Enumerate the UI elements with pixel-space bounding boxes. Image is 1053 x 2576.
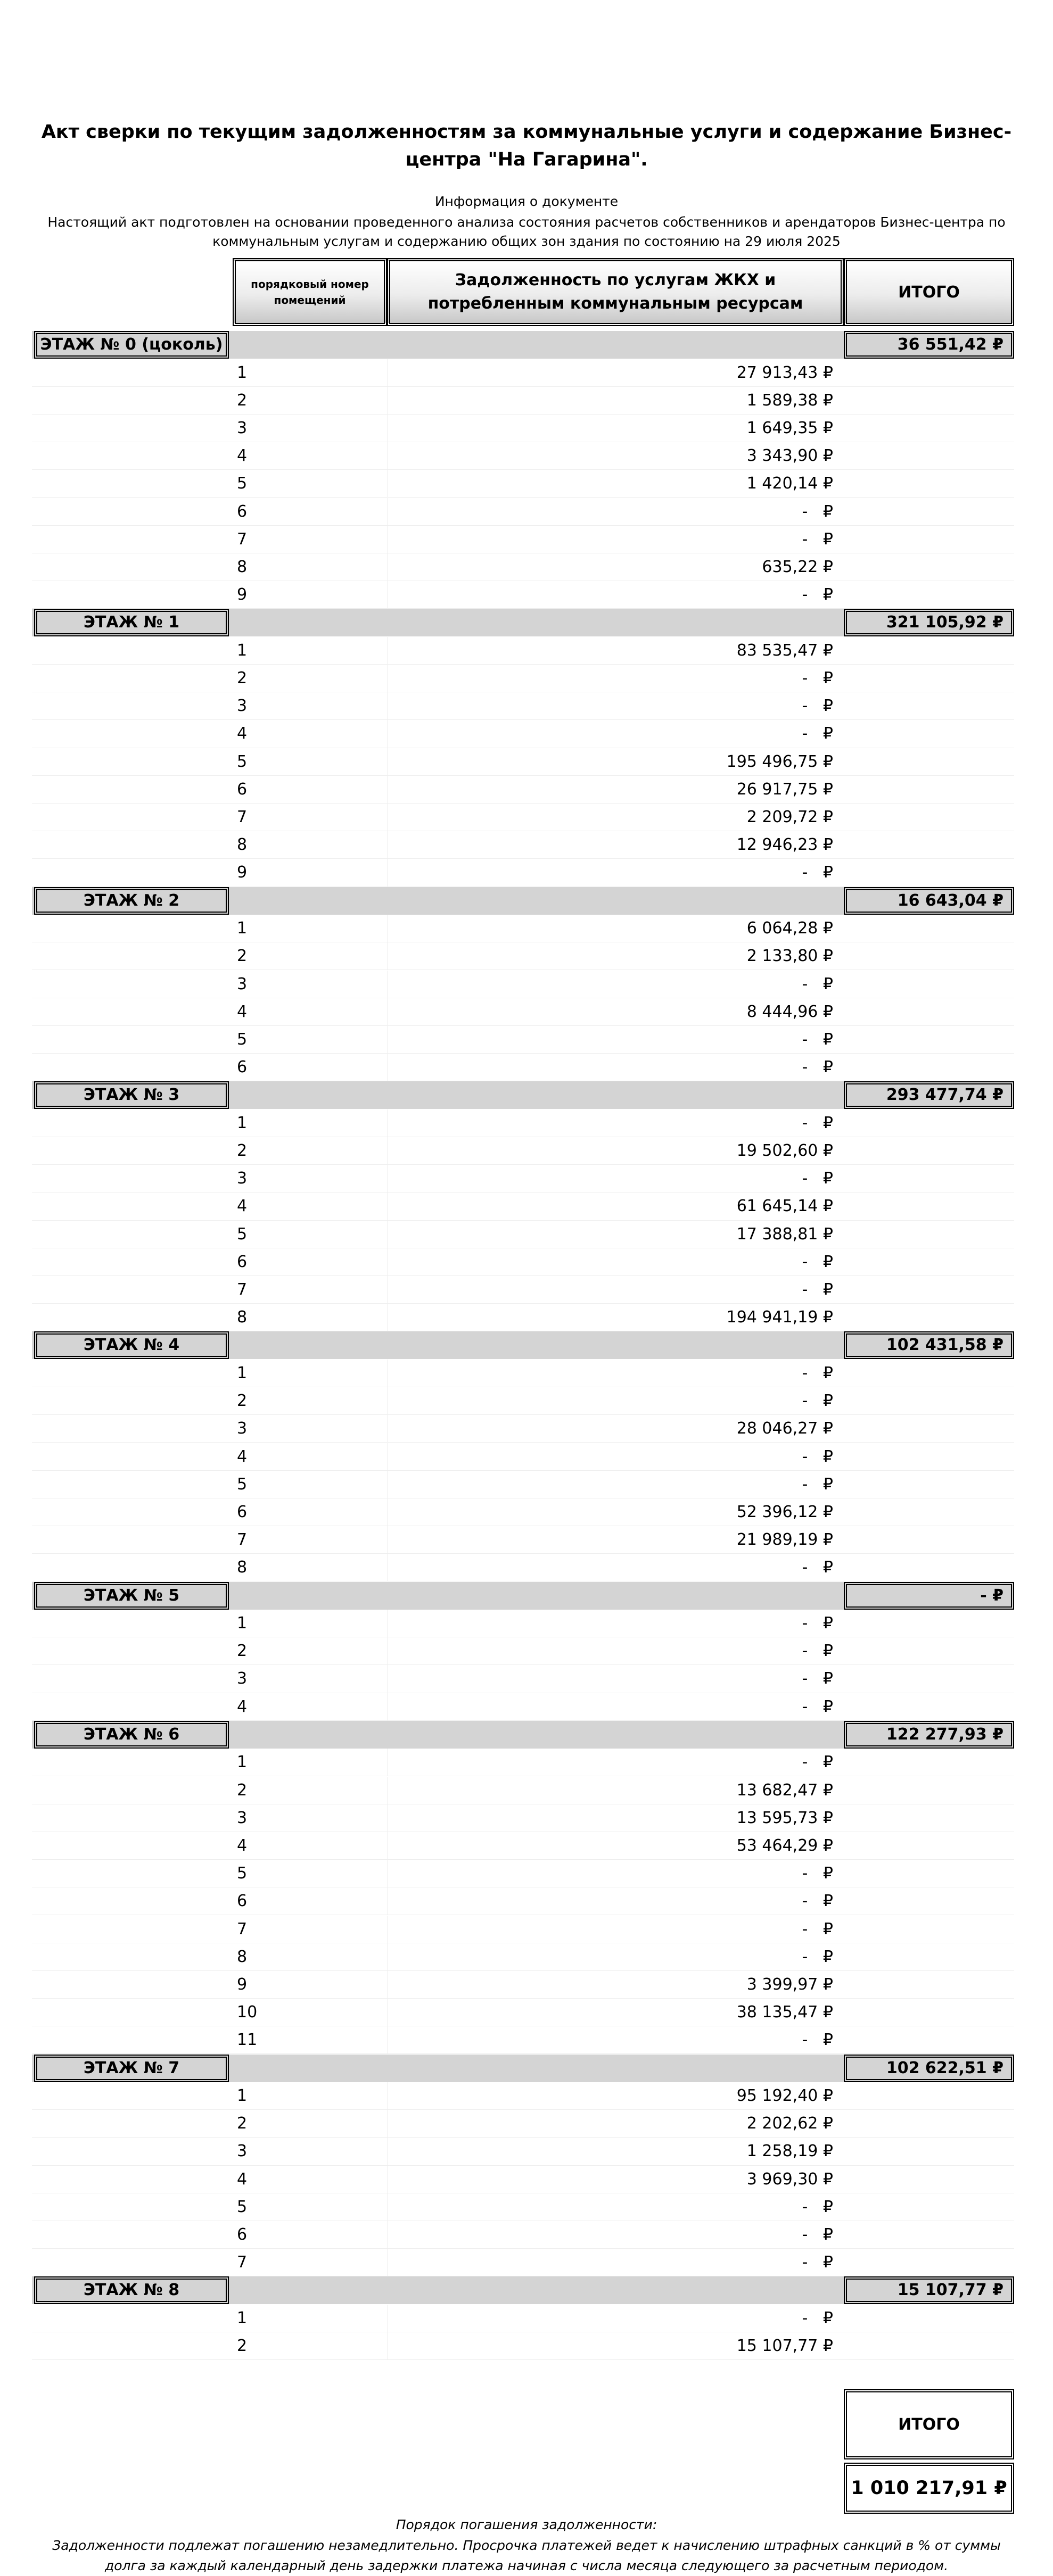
- table-row: [32, 1192, 1014, 1220]
- room-debt-value: 3 399,97 ₽: [746, 1975, 833, 1994]
- table-row: [32, 498, 1014, 526]
- table-row: [32, 442, 1014, 470]
- room-debt-value: - ₽: [802, 2031, 833, 2050]
- room-debt-value: - ₽: [802, 2197, 833, 2216]
- table-row: [32, 1610, 1014, 1637]
- room-number: 5: [237, 752, 248, 771]
- room-debt-value: - ₽: [802, 1169, 833, 1188]
- room-number: 9: [237, 1975, 248, 1994]
- room-number: 8: [237, 557, 248, 576]
- room-number: 4: [237, 1197, 248, 1216]
- table-row: [32, 692, 1014, 720]
- column-divider: [387, 1165, 388, 1192]
- column-divider: [387, 2026, 388, 2053]
- header-debt: Задолженность по услугам ЖКХ и потребленным коммунальным ресурсам: [387, 258, 844, 326]
- room-debt-value: 1 258,19 ₽: [746, 2142, 833, 2161]
- floor-label: ЭТАЖ № 5: [34, 1582, 229, 1610]
- room-number: 7: [237, 2253, 248, 2272]
- room-number: 6: [237, 502, 248, 521]
- table-row: [32, 1498, 1014, 1526]
- column-divider: [387, 1526, 388, 1553]
- table-row: [32, 1443, 1014, 1471]
- room-debt-value: 3 969,30 ₽: [746, 2169, 833, 2189]
- document-title: Акт сверки по текущим задолженностям за коммунальные услуги и содержание Бизнес-центра "На Гагарина".: [41, 121, 1012, 170]
- room-number: 2: [237, 391, 248, 410]
- room-number: 5: [237, 1475, 248, 1494]
- table-row: [32, 998, 1014, 1026]
- column-divider: [387, 1192, 388, 1220]
- room-number: 7: [237, 529, 248, 549]
- table-row: [32, 720, 1014, 748]
- room-number: 3: [237, 697, 248, 716]
- floor-total: 102 622,51 ₽: [844, 2055, 1014, 2082]
- column-divider: [387, 776, 388, 803]
- header-room-number: порядковый номер помещений: [233, 258, 387, 326]
- table-row: [32, 2249, 1014, 2276]
- room-number: 7: [237, 1530, 248, 1550]
- floor-total: - ₽: [844, 1582, 1014, 1610]
- room-debt-value: 27 913,43 ₽: [736, 363, 833, 382]
- room-debt-value: 3 343,90 ₽: [746, 446, 833, 466]
- table-row: [32, 748, 1014, 776]
- column-divider: [387, 971, 388, 998]
- table-row: [32, 1665, 1014, 1693]
- column-divider: [387, 1221, 388, 1248]
- floor-total: 36 551,42 ₽: [844, 331, 1014, 359]
- table-row: [32, 1415, 1014, 1443]
- column-divider: [387, 2138, 388, 2165]
- column-divider: [387, 942, 388, 970]
- room-debt-value: - ₽: [802, 724, 833, 743]
- room-number: 8: [237, 835, 248, 855]
- room-debt-value: 17 388,81 ₽: [736, 1224, 833, 1244]
- table-row: [32, 1887, 1014, 1915]
- room-debt-value: 2 133,80 ₽: [746, 947, 833, 966]
- column-divider: [387, 1054, 388, 1081]
- table-row: [32, 1054, 1014, 1081]
- room-debt-value: 15 107,77 ₽: [736, 2337, 833, 2356]
- column-divider: [387, 2082, 388, 2109]
- table-row: [32, 1554, 1014, 1581]
- room-number: 4: [237, 446, 248, 466]
- column-divider: [387, 1415, 388, 1442]
- column-divider: [387, 1943, 388, 1970]
- room-debt-value: 21 989,19 ₽: [736, 1530, 833, 1550]
- room-debt-value: 95 192,40 ₽: [736, 2086, 833, 2105]
- room-number: 3: [237, 1808, 248, 1827]
- floor-label: ЭТАЖ № 3: [34, 1081, 229, 1109]
- column-divider: [387, 2249, 388, 2276]
- column-divider: [387, 1554, 388, 1581]
- footer-text: Задолженности подлежат погашению незамедлительно. Просрочка платежей ведет к начислению штрафных санкций в % от суммы долга за каждый календарный день задержки платежа начиная с числа месяца следующего за расчетным периодом.: [52, 2538, 1001, 2573]
- room-number: 5: [237, 2197, 248, 2216]
- room-debt-value: - ₽: [802, 1252, 833, 1271]
- room-number: 8: [237, 1947, 248, 1966]
- column-divider: [387, 415, 388, 442]
- floor-label: ЭТАЖ № 1: [34, 609, 229, 636]
- room-number: 5: [237, 1864, 248, 1883]
- column-divider: [387, 1749, 388, 1776]
- room-number: 6: [237, 1252, 248, 1271]
- column-divider: [387, 1360, 388, 1387]
- room-debt-value: - ₽: [802, 697, 833, 716]
- room-debt-value: - ₽: [802, 1391, 833, 1411]
- column-divider: [387, 637, 388, 664]
- table-row: [32, 1276, 1014, 1304]
- table-row: [32, 1526, 1014, 1554]
- room-debt-value: - ₽: [802, 974, 833, 993]
- room-debt-value: - ₽: [802, 863, 833, 882]
- table-row: [32, 553, 1014, 581]
- table-row: [32, 1943, 1014, 1971]
- room-debt-value: 2 209,72 ₽: [746, 808, 833, 826]
- room-number: 1: [237, 919, 248, 938]
- room-debt-value: - ₽: [802, 1058, 833, 1077]
- table-row: [32, 359, 1014, 387]
- table-row: [32, 1749, 1014, 1776]
- info-title: Информация о документе: [434, 194, 619, 209]
- room-number: 3: [237, 2142, 248, 2161]
- column-divider: [387, 1999, 388, 2026]
- column-divider: [387, 1387, 388, 1414]
- room-debt-value: 52 396,12 ₽: [736, 1502, 833, 1521]
- room-number: 11: [237, 2031, 258, 2050]
- room-debt-value: - ₽: [802, 529, 833, 549]
- room-debt-value: 13 595,73 ₽: [736, 1808, 833, 1827]
- floor-total: 293 477,74 ₽: [844, 1081, 1014, 1109]
- grand-total-value: 1 010 217,91 ₽: [844, 2463, 1014, 2514]
- room-debt-value: - ₽: [802, 1363, 833, 1382]
- table-row: [32, 387, 1014, 415]
- table-row: [32, 1304, 1014, 1331]
- room-debt-value: - ₽: [802, 1030, 833, 1049]
- column-divider: [387, 1860, 388, 1887]
- room-number: 4: [237, 1697, 248, 1716]
- room-number: 8: [237, 1308, 248, 1327]
- room-debt-value: - ₽: [802, 2308, 833, 2327]
- room-number: 3: [237, 1169, 248, 1188]
- room-number: 1: [237, 641, 248, 660]
- table-row: [32, 2221, 1014, 2249]
- room-debt-value: 26 917,75 ₽: [736, 780, 833, 799]
- table-row: [32, 1999, 1014, 2026]
- table-row: [32, 804, 1014, 831]
- table-row: [32, 776, 1014, 804]
- room-number: 3: [237, 418, 248, 437]
- table-row: [32, 1471, 1014, 1498]
- table-row: [32, 415, 1014, 442]
- room-debt-value: - ₽: [802, 1753, 833, 1772]
- table-row: [32, 1026, 1014, 1054]
- table-row: [32, 1916, 1014, 1943]
- room-number: 3: [237, 1419, 248, 1438]
- room-number: 1: [237, 2308, 248, 2327]
- column-divider: [387, 526, 388, 553]
- header-total: ИТОГО: [844, 258, 1014, 326]
- room-debt-value: 61 645,14 ₽: [736, 1197, 833, 1216]
- table-row: [32, 1637, 1014, 1665]
- room-debt-value: 19 502,60 ₽: [736, 1141, 833, 1160]
- column-divider: [387, 2305, 388, 2332]
- table-row: [32, 2138, 1014, 2165]
- column-divider: [387, 2166, 388, 2193]
- room-number: 5: [237, 1030, 248, 1049]
- room-number: 1: [237, 363, 248, 382]
- room-debt-value: 635,22 ₽: [762, 557, 833, 576]
- room-debt-value: 8 444,96 ₽: [746, 1002, 833, 1021]
- column-divider: [387, 1693, 388, 1720]
- column-divider: [387, 1971, 388, 1998]
- room-debt-value: 6 064,28 ₽: [746, 919, 833, 938]
- info-text: Настоящий акт подготовлен на основании проведенного анализа состояния расчетов собственников и арендаторов Бизнес-центра по коммунальным услугам и содержанию общих зон здания по состоянию на 29 июля 2025: [47, 214, 1006, 249]
- table-row: [32, 1971, 1014, 1999]
- room-number: 4: [237, 1002, 248, 1021]
- column-divider: [387, 553, 388, 581]
- column-divider: [387, 2110, 388, 2137]
- table-row: [32, 1165, 1014, 1192]
- room-number: 6: [237, 2225, 248, 2244]
- room-number: 1: [237, 2086, 248, 2105]
- room-number: 7: [237, 1280, 248, 1299]
- floor-total: 321 105,92 ₽: [844, 609, 1014, 636]
- room-debt-value: - ₽: [802, 585, 833, 604]
- column-divider: [387, 915, 388, 942]
- room-number: 1: [237, 1753, 248, 1772]
- column-divider: [387, 665, 388, 692]
- table-row: [32, 1777, 1014, 1804]
- room-debt-value: - ₽: [802, 1113, 833, 1132]
- floor-label: ЭТАЖ № 4: [34, 1331, 229, 1359]
- room-debt-value: 1 649,35 ₽: [746, 418, 833, 437]
- table-row: [32, 1221, 1014, 1248]
- room-number: 2: [237, 1391, 248, 1411]
- column-divider: [387, 1471, 388, 1498]
- room-debt-value: - ₽: [802, 1447, 833, 1466]
- column-divider: [387, 1026, 388, 1053]
- room-number: 9: [237, 863, 248, 882]
- table-row: [32, 942, 1014, 970]
- room-number: 3: [237, 1669, 248, 1688]
- table-row: [32, 971, 1014, 998]
- table-row: [32, 2166, 1014, 2193]
- column-divider: [387, 470, 388, 497]
- table-row: [32, 581, 1014, 609]
- table-row: [32, 1387, 1014, 1415]
- room-debt-value: - ₽: [802, 502, 833, 521]
- footer-title: Порядок погашения задолженности:: [396, 2517, 657, 2532]
- table-row: [32, 859, 1014, 887]
- room-number: 2: [237, 1642, 248, 1661]
- column-divider: [387, 1137, 388, 1164]
- table-row: [32, 2332, 1014, 2360]
- room-debt-value: 12 946,23 ₽: [736, 835, 833, 855]
- room-debt-value: - ₽: [802, 2253, 833, 2272]
- room-number: 4: [237, 1836, 248, 1855]
- room-debt-value: 38 135,47 ₽: [736, 2003, 833, 2022]
- room-debt-value: 28 046,27 ₽: [736, 1419, 833, 1438]
- grand-total-label: ИТОГО: [844, 2389, 1014, 2459]
- room-debt-value: - ₽: [802, 2225, 833, 2244]
- column-divider: [387, 1276, 388, 1303]
- table-row: [32, 1360, 1014, 1387]
- room-debt-value: - ₽: [802, 1864, 833, 1883]
- table-row: [32, 1109, 1014, 1137]
- room-debt-value: - ₽: [802, 1475, 833, 1494]
- room-debt-value: 1 420,14 ₽: [746, 474, 833, 493]
- column-divider: [387, 2221, 388, 2248]
- room-number: 1: [237, 1614, 248, 1633]
- column-divider: [387, 442, 388, 469]
- floor-total: 102 431,58 ₽: [844, 1331, 1014, 1359]
- room-debt-value: - ₽: [802, 669, 833, 688]
- floor-label: ЭТАЖ № 6: [34, 1721, 229, 1749]
- table-row: [32, 915, 1014, 942]
- column-divider: [387, 359, 388, 386]
- column-divider: [387, 1637, 388, 1664]
- table-row: [32, 1137, 1014, 1165]
- room-number: 2: [237, 947, 248, 966]
- table-row: [32, 470, 1014, 498]
- column-divider: [387, 1804, 388, 1832]
- column-divider: [387, 1304, 388, 1331]
- table-row: [32, 2026, 1014, 2054]
- room-number: 7: [237, 808, 248, 826]
- room-debt-value: - ₽: [802, 1947, 833, 1966]
- room-number: 1: [237, 1113, 248, 1132]
- table-row: [32, 2110, 1014, 2138]
- room-debt-value: - ₽: [802, 1919, 833, 1939]
- column-divider: [387, 1248, 388, 1275]
- room-debt-value: - ₽: [802, 1614, 833, 1633]
- room-number: 4: [237, 724, 248, 743]
- room-number: 9: [237, 585, 248, 604]
- column-divider: [387, 859, 388, 886]
- room-number: 4: [237, 2169, 248, 2189]
- column-divider: [387, 1916, 388, 1943]
- table-row: [32, 831, 1014, 859]
- room-number: 6: [237, 1058, 248, 1077]
- table-row: [32, 2193, 1014, 2221]
- column-divider: [387, 581, 388, 608]
- room-number: 5: [237, 474, 248, 493]
- room-number: 3: [237, 974, 248, 993]
- column-divider: [387, 1443, 388, 1470]
- table-row: [32, 665, 1014, 692]
- floor-label: ЭТАЖ № 7: [34, 2055, 229, 2082]
- room-debt-value: 2 202,62 ₽: [746, 2114, 833, 2133]
- room-number: 4: [237, 1447, 248, 1466]
- column-divider: [387, 2332, 388, 2359]
- room-debt-value: - ₽: [802, 1669, 833, 1688]
- room-debt-value: - ₽: [802, 1697, 833, 1716]
- room-number: 2: [237, 669, 248, 688]
- floor-total: 122 277,93 ₽: [844, 1721, 1014, 1749]
- column-divider: [387, 387, 388, 414]
- column-divider: [387, 804, 388, 831]
- column-divider: [387, 748, 388, 775]
- room-number: 8: [237, 1558, 248, 1577]
- table-row: [32, 637, 1014, 665]
- room-debt-value: 194 941,19 ₽: [726, 1308, 833, 1327]
- column-divider: [387, 1498, 388, 1526]
- room-debt-value: 1 589,38 ₽: [746, 391, 833, 410]
- room-number: 5: [237, 1224, 248, 1244]
- room-debt-value: 195 496,75 ₽: [726, 752, 833, 771]
- room-debt-value: 53 464,29 ₽: [736, 1836, 833, 1855]
- floor-total: 16 643,04 ₽: [844, 887, 1014, 915]
- room-debt-value: - ₽: [802, 1280, 833, 1299]
- table-row: [32, 526, 1014, 553]
- column-divider: [387, 831, 388, 858]
- column-divider: [387, 720, 388, 747]
- floor-total: 15 107,77 ₽: [844, 2276, 1014, 2304]
- table-row: [32, 1804, 1014, 1832]
- column-divider: [387, 998, 388, 1025]
- table-row: [32, 2305, 1014, 2332]
- room-number: 2: [237, 2337, 248, 2356]
- room-debt-value: 13 682,47 ₽: [736, 1780, 833, 1800]
- column-divider: [387, 1777, 388, 1804]
- room-debt-value: - ₽: [802, 1892, 833, 1911]
- room-number: 2: [237, 1780, 248, 1800]
- room-debt-value: 83 535,47 ₽: [736, 641, 833, 660]
- room-debt-value: - ₽: [802, 1558, 833, 1577]
- column-divider: [387, 1832, 388, 1859]
- room-number: 2: [237, 1141, 248, 1160]
- column-divider: [387, 1610, 388, 1637]
- column-divider: [387, 1665, 388, 1692]
- room-number: 6: [237, 1892, 248, 1911]
- floor-label: ЭТАЖ № 0 (цоколь): [34, 331, 229, 359]
- table-row: [32, 1693, 1014, 1721]
- room-number: 2: [237, 2114, 248, 2133]
- floor-label: ЭТАЖ № 8: [34, 2276, 229, 2304]
- column-divider: [387, 1109, 388, 1137]
- table-row: [32, 1832, 1014, 1860]
- room-number: 7: [237, 1919, 248, 1939]
- column-divider: [387, 2193, 388, 2221]
- room-number: 6: [237, 1502, 248, 1521]
- column-divider: [387, 1887, 388, 1915]
- room-number: 1: [237, 1363, 248, 1382]
- room-debt-value: - ₽: [802, 1642, 833, 1661]
- column-divider: [387, 692, 388, 719]
- room-number: 6: [237, 780, 248, 799]
- room-number: 10: [237, 2003, 258, 2022]
- floor-label: ЭТАЖ № 2: [34, 887, 229, 915]
- table-row: [32, 1860, 1014, 1887]
- column-divider: [387, 498, 388, 525]
- table-row: [32, 1248, 1014, 1276]
- table-row: [32, 2082, 1014, 2110]
